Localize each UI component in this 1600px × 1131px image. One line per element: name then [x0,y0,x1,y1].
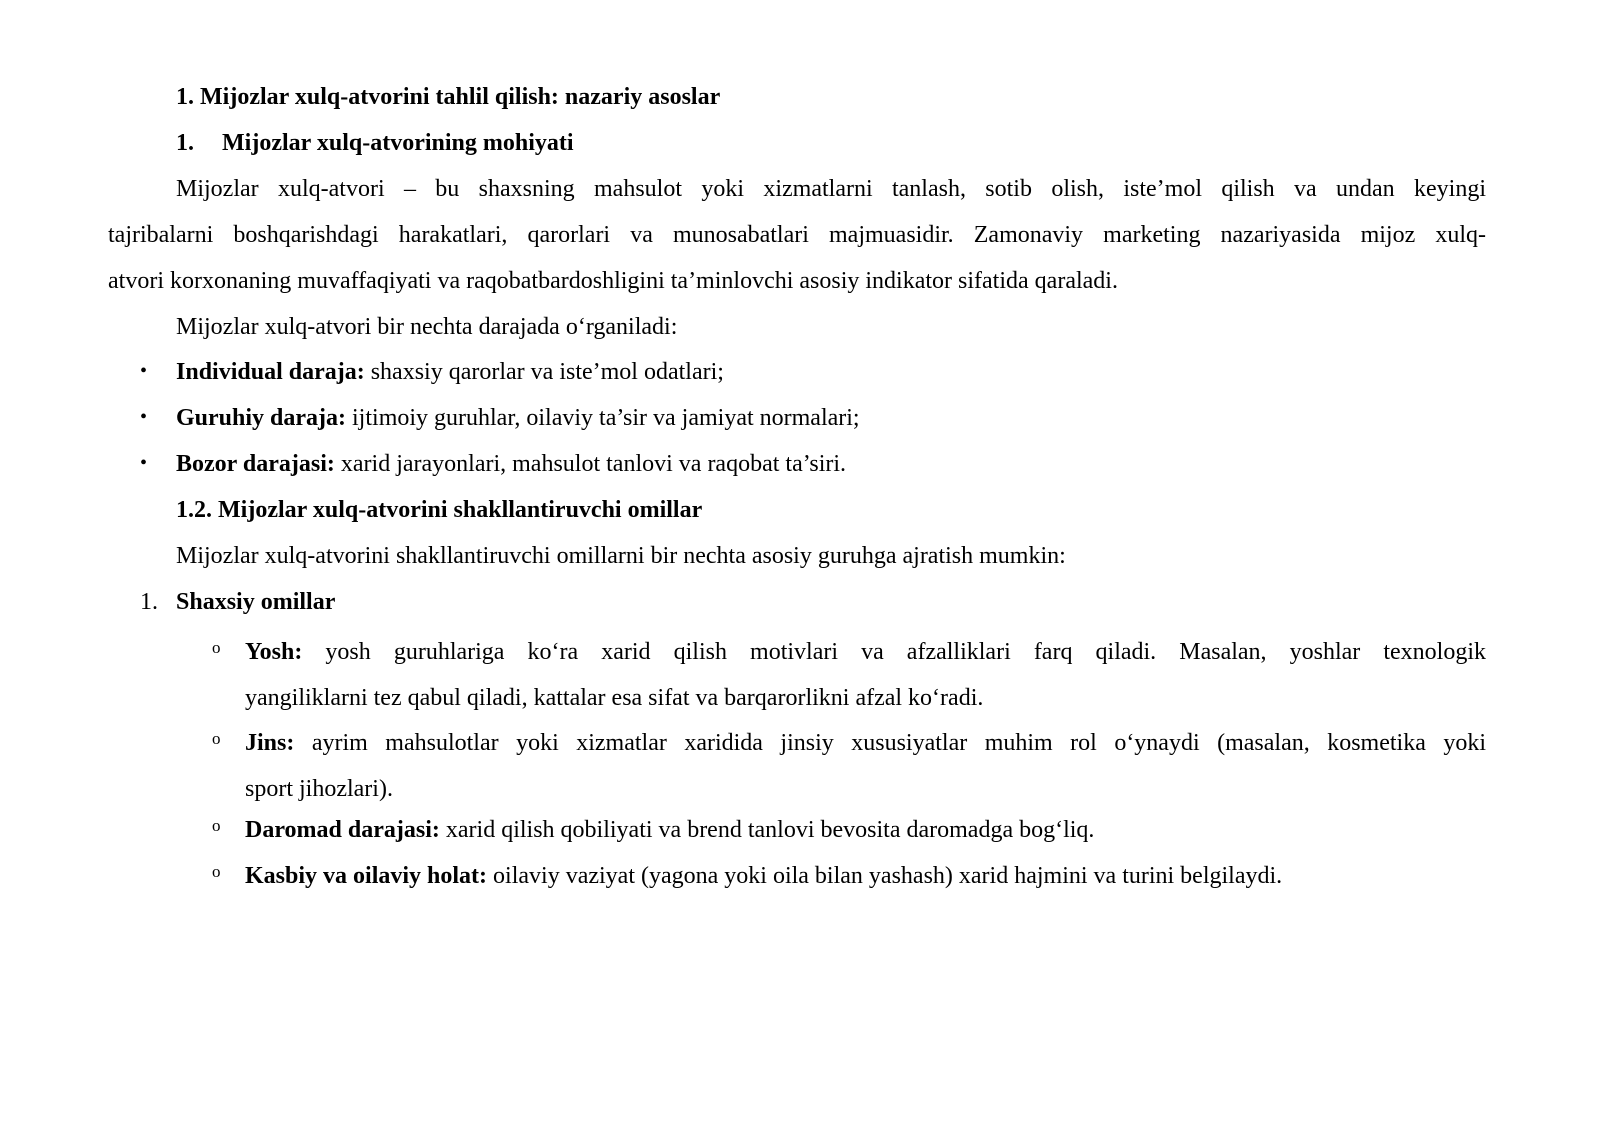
sublist-item [245,861,1282,891]
bullet-icon: • [140,452,148,474]
subsection-heading: Mijozlar xulq-atvorining mohiyati [222,130,574,156]
circle-bullet-icon: o [212,862,221,881]
sublist-item-desc: oilaviy vaziyat (yagona yoki oila bilan yashash) xarid hajmini va turini belgilaydi. [487,863,1283,889]
circle-bullet-icon: o [212,816,221,835]
group-title: Shaxsiy omillar [176,589,336,615]
subsection-number: 1. [176,130,194,156]
list-item-term: Individual daraja: [176,359,365,385]
sublist-item-desc: yosh guruhlariga ko‘ra xarid qilish motivlari va afzalliklari farq qiladi. Masalan, yoshlar texnologik [302,639,1486,665]
sublist-item-continuation: sport jihozlari). [245,776,393,802]
bullet-icon: • [140,360,148,382]
list-item [176,403,860,433]
list-item-desc: shaxsiy qarorlar va iste’mol odatlari; [364,359,724,385]
sublist-item [245,815,1094,845]
sublist-item-continuation: yangiliklarni tez qabul qiladi, kattalar esa sifat va barqarorlikni afzal ko‘radi. [245,685,984,711]
bullet-icon: • [140,406,148,428]
paragraph-line: Mijozlar xulq-atvori – bu shaxsning mahsulot yoki xizmatlarni tanlash, sotib olish, iste’mol qilish va undan keyingi [176,176,1486,202]
paragraph: Mijozlar xulq-atvori bir nechta darajada o‘rganiladi: [176,314,678,340]
section-heading: 1. Mijozlar xulq-atvorini tahlil qilish: nazariy asoslar [176,84,721,110]
list-item-desc: xarid jarayonlari, mahsulot tanlovi va raqobat ta’siri. [334,451,847,477]
sublist-item-term: Yosh: [245,639,303,665]
list-item [176,449,846,479]
paragraph-line: tajribalarni boshqarishdagi harakatlari, qarorlari va munosabatlari majmuasidir. Zamonaviy marketing nazariyasida mijoz xulq- [108,222,1486,248]
circle-bullet-icon: o [212,729,221,748]
paragraph: Mijozlar xulq-atvorini shakllantiruvchi omillarni bir nechta asosiy guruhga ajratish mumkin: [176,543,1066,569]
sublist-item [245,637,1486,667]
list-item [176,357,724,387]
sublist-item-term: Jins: [245,730,295,756]
sublist-item-term: Kasbiy va oilaviy holat: [245,863,488,889]
sublist-item-desc: xarid qilish qobiliyati va brend tanlovi bevosita daromadga bog‘liq. [439,817,1095,843]
circle-bullet-icon: o [212,638,221,657]
sublist-item-desc: ayrim mahsulotlar yoki xizmatlar xarididа jinsiy xususiyatlar muhim rol o‘ynaydi (masalan, kosmetika yoki [294,730,1486,756]
sublist-item-term: Daromad darajasi: [245,817,440,843]
list-item-desc: ijtimoiy guruhlar, oilaviy ta’sir va jamiyat normalari; [346,405,860,431]
list-item-term: Guruhiy daraja: [176,405,347,431]
subsection-heading: 1.2. Mijozlar xulq-atvorini shakllantiruvchi omillar [176,497,703,523]
paragraph-line: atvori korxonaning muvaffaqiyati va raqobatbardoshligini ta’minlovchi asosiy indikator sifatida qaraladi. [108,268,1118,294]
list-item-term: Bozor darajasi: [176,451,335,477]
group-number: 1. [140,589,158,615]
sublist-item [245,728,1486,758]
